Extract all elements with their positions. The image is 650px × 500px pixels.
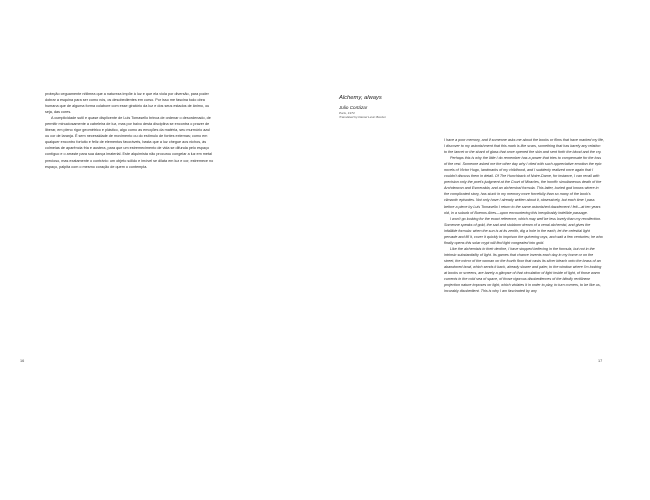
page-number-left: 16: [20, 359, 25, 363]
page-number-right: 17: [598, 359, 603, 363]
place-year: Paris, 1974: [339, 111, 355, 115]
left-paragraph-2: A cumplicidade sutil e quase displicente de Luis Tomasello brinca de ordenar o desordenado, de permitir minuciosamente a cabeleira de luz, mas por baixo desta disciplina se encontra o prazer de liberar, em pleno rigor geométrico e plástico, algo como as emoções da matéria, seu murmúrio azul ou cor de laranja. É sem necessidade de movimento ou do estímulo de fontes externas; como em qualquer encontro fortuito e feliz de elementos favoráveis, basta que a luz chegue aos nichos, às colmeias de aparência fria e austera, para que um estremecimento de vida se difunda pelo espaço contíguo e o arraste para sua dança imaterial. Este alquimista não procurou congelar a luz em metal precioso, mas exatamente o contrário: um objeto sólido e imóvel se dilata em luz e cor, estremece no espaço, palpita com o mesmo coração de quem o contempla.: [45, 116, 214, 169]
right-paragraph-3: I won't go looking for the exact reference, which may well be less lovely than my recollection. Someone speaks of gold, the sad and stubborn dream of a venal alchemist, and gives the infallible formula: when the sun is at its zenith, dig a hole in the earth, let the celestial light pervade and fill it, cover it quickly to imprison the quivering rays, and wait a few centuries; he who finally opens this solar crypt will find light congealed into gold.: [444, 216, 603, 245]
right-paragraph-2: Perhaps this is why the little I do remember has a power that tries to compensate for the loss of the rest. Someone asked me the other day why I cited with such appreciative emotion the epic novels of Victor Hugo, landmarks of my childhood, and I suddenly realized once again that I couldn't discuss them in detail. Of The Hunchback of Notre-Dame, for instance, I can recall with precision only the poet's judgment at the Court of Miracles, the horrific simultaneous death of the Archdeacon and Esmeralda, and an alchemical formula. This latter, buried god knows where in the complicated story, has stuck in my memory more forcefully than so many of the book's climactic episodes. Not only have I already written about it, obsessively, but each time I pass before a piece by Luis Tomasello I return to the same astonished dazzlement I felt—at ten years old, in a suburb of Buenos Aires—upon encountering this inexplicably indelible passage.: [444, 156, 602, 215]
author-name: Julio Cortázar: [339, 104, 368, 110]
left-page-text: [45, 91, 215, 170]
left-paragraph-1: proteção ceguamente nítilmea que a natureza impõe à luz e que ela viola por diversão, para poder dobrar a esquina para ser como nós, os desobedientes em curso. Por isso me fascina todo obra humana que de alguma forma colabore com esse giratório da luz e dos seus estados de ânimo, ou seja, das cores.: [45, 92, 210, 115]
translator-credit: Translated by Daniel Levin Becker: [339, 115, 386, 120]
essay-meta: [339, 111, 386, 120]
right-paragraph-4: Like the alchemists in their decline, I have stopped believing in the formula, but not in the intrinsic substantiality of light. Its games that chance invents each day in my home or on the street, the mirror of the woman on the fourth floor that casts its silver bleach onto the brass of an abandoned bowl, which sends it back, already slower and paler, to the window where I'm looking at books or screens, are barely a glimpse of that circulation of light inside of light, of those warm currents in the cold sea of space, of those rigorous disobediences of the blindly rectilinear projection nature imposes on light, which violates it in order to play, to turn corners, to be like us, incurably disobedient. This is why I am fascinated by any: [444, 246, 602, 294]
right-page-text: [444, 137, 604, 294]
essay-title: Alchemy, always: [339, 95, 382, 101]
right-paragraph-1: I have a poor memory, and if someone asks me about the books or films that have marked my life, I discover to my astonishment that this mark is like scars, something that has barely any relation to the lancet or the shard of glass that once opened the skin and sent forth the blood and the cry.: [444, 138, 605, 155]
